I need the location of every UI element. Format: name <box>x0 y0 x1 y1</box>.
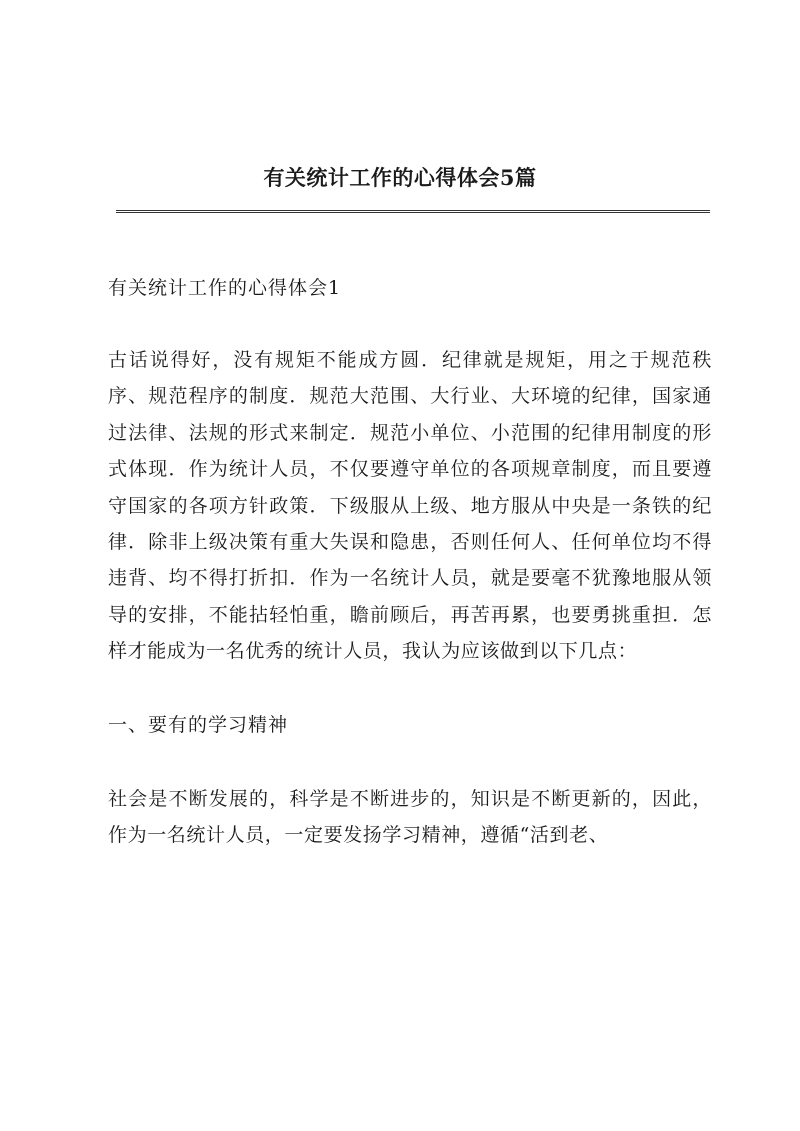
paragraph-learning: 社会是不断发展的，科学是不断进步的，知识是不断更新的，因此，作为一名统计人员，一定要发扬学习精神，遵循“活到老、 <box>108 787 712 847</box>
document-title: 有关统计工作的心得体会5篇 <box>263 165 537 190</box>
document-body <box>108 272 712 853</box>
subheading-learning-spirit: 一、要有的学习精神 <box>108 713 289 736</box>
paragraph-intro: 古话说得好，没有规矩不能成方圆．纪律就是规矩，用之于规范秩序、规范程序的制度．规范大范围、大行业、大环境的纪律，国家通过法律、法规的形式来制定．规范小单位、小范围的纪律用制度的形式体现．作为统计人员，不仅要遵守单位的各项规章制度，而且要遵守国家的各项方针政策．下级服从上级、地方服从中央是一条铁的纪律．除非上级决策有重大失误和隐患，否则任何人、任何单位均不得违背、均不得打折扣．作为一名统计人员，就是要毫不犹豫地服从领导的安排，不能拈轻怕重，瞻前顾后，再苦再累，也要勇挑重担．怎样才能成为一名优秀的统计人员，我认为应该做到以下几点： <box>108 349 712 663</box>
title-divider <box>116 210 710 213</box>
section-heading: 有关统计工作的心得体会1 <box>108 277 342 299</box>
